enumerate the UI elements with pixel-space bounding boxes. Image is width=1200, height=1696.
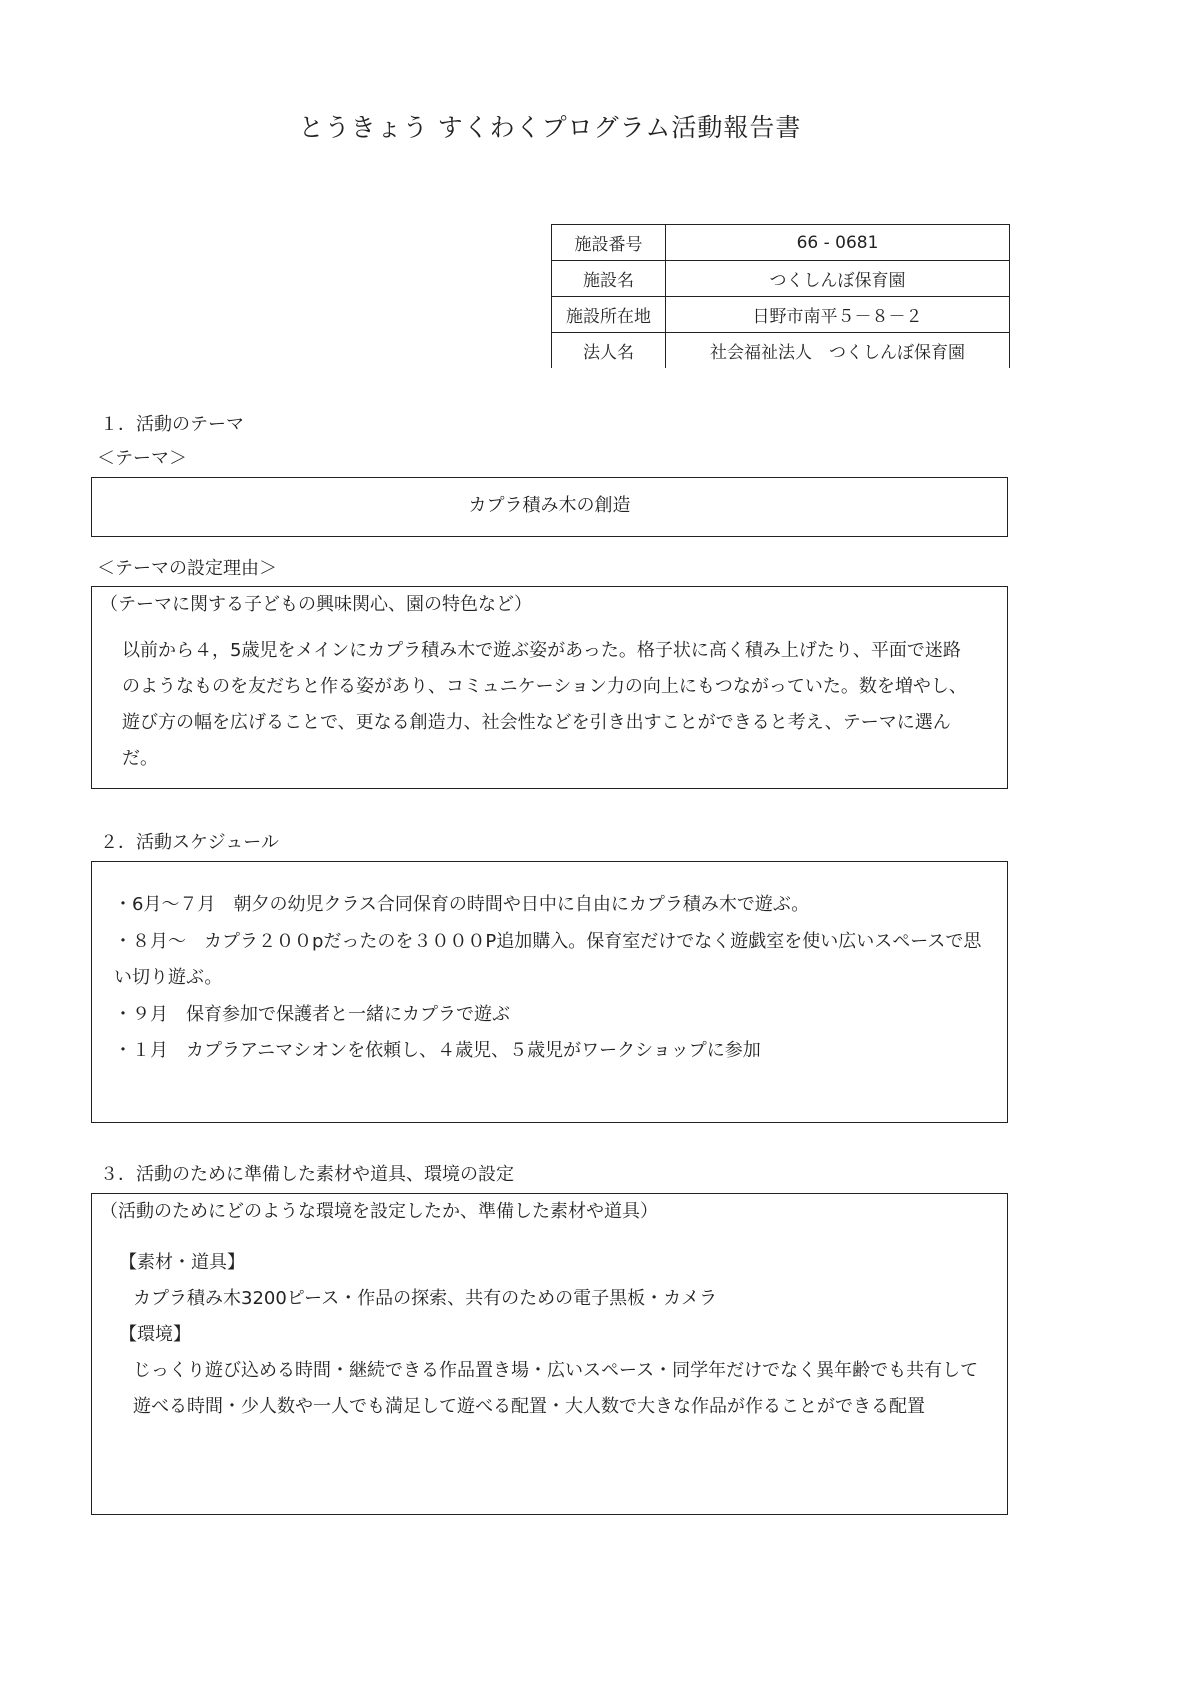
facility-address-label: 施設所在地 <box>552 297 666 333</box>
list-item: ・１月 カプラアニマシオンを依頼し、４歳児、５歳児がワークショップに参加 <box>114 1040 761 1061</box>
facility-address-value: 日野市南平５－８－２ <box>666 297 1010 333</box>
materials-hint: （活動のためにどのような環境を設定したか、準備した素材や道具） <box>100 1201 658 1222</box>
section1-heading: １．活動のテーマ <box>100 414 244 435</box>
schedule-list <box>114 887 994 1070</box>
facility-name-value: つくしんぼ保育園 <box>666 261 1010 297</box>
theme-box: カプラ積み木の創造 <box>91 477 1008 537</box>
theme-reason-hint: （テーマに関する子どもの興味関心、園の特色など） <box>100 594 532 615</box>
materials-text: カプラ積み木3200ピース・作品の探索、共有のための電子黒板・カメラ <box>133 1288 718 1309</box>
materials-environment-box <box>91 1193 1008 1515</box>
list-item: ・９月 保育参加で保護者と一緒にカプラで遊ぶ <box>114 1003 510 1025</box>
environment-text: じっくり遊び込める時間・継続できる作品置き場・広いスペース・同学年だけでなく異年齢でも共有して遊べる時間・少人数や一人でも満足して遊べる配置・大人数で大きな作品が作ることができる配置 <box>133 1360 979 1417</box>
schedule-box <box>91 861 1008 1123</box>
table-row <box>552 333 1010 369</box>
table-row <box>552 225 1010 261</box>
theme-reason-label: ＜テーマの設定理由＞ <box>97 558 277 579</box>
list-item: ・6月～７月 朝夕の幼児クラス合同保育の時間や日中に自由にカプラ積み木で遊ぶ。 <box>114 894 810 915</box>
table-row <box>552 261 1010 297</box>
corporation-name-value: 社会福祉法人 つくしんぼ保育園 <box>666 333 1010 369</box>
theme-reason-box <box>91 586 1008 789</box>
environment-label: 【環境】 <box>119 1324 191 1345</box>
facility-number-label: 施設番号 <box>552 225 666 261</box>
facility-name-label: 施設名 <box>552 261 666 297</box>
section2-heading: ２．活動スケジュール <box>100 832 279 853</box>
facility-number-value: 66 - 0681 <box>666 225 1010 261</box>
corporation-name-label: 法人名 <box>552 333 666 369</box>
section3-heading: ３．活動のために準備した素材や道具、環境の設定 <box>100 1164 514 1185</box>
facility-info-table <box>551 224 1010 368</box>
materials-label: 【素材・道具】 <box>119 1252 245 1273</box>
table-row <box>552 297 1010 333</box>
page-title: とうきょう すくわくプログラム活動報告書 <box>298 113 802 142</box>
theme-reason-text: 以前から４，5歳児をメインにカプラ積み木で遊ぶ姿があった。格子状に高く積み上げたり、平面で迷路のようなものを友だちと作る姿があり、コミュニケーション力の向上にもつながっていた。数を増やし、遊び方の幅を広げることで、更なる創造力、社会性などを引き出すことができると考え、テーマに選んだ。 <box>122 640 967 769</box>
theme-label: ＜テーマ＞ <box>97 448 187 469</box>
list-item: ・８月～ カプラ２００pだったのを３０００P追加購入。保育室だけでなく遊戯室を使い広いスペースで思い切り遊ぶ。 <box>114 930 982 988</box>
